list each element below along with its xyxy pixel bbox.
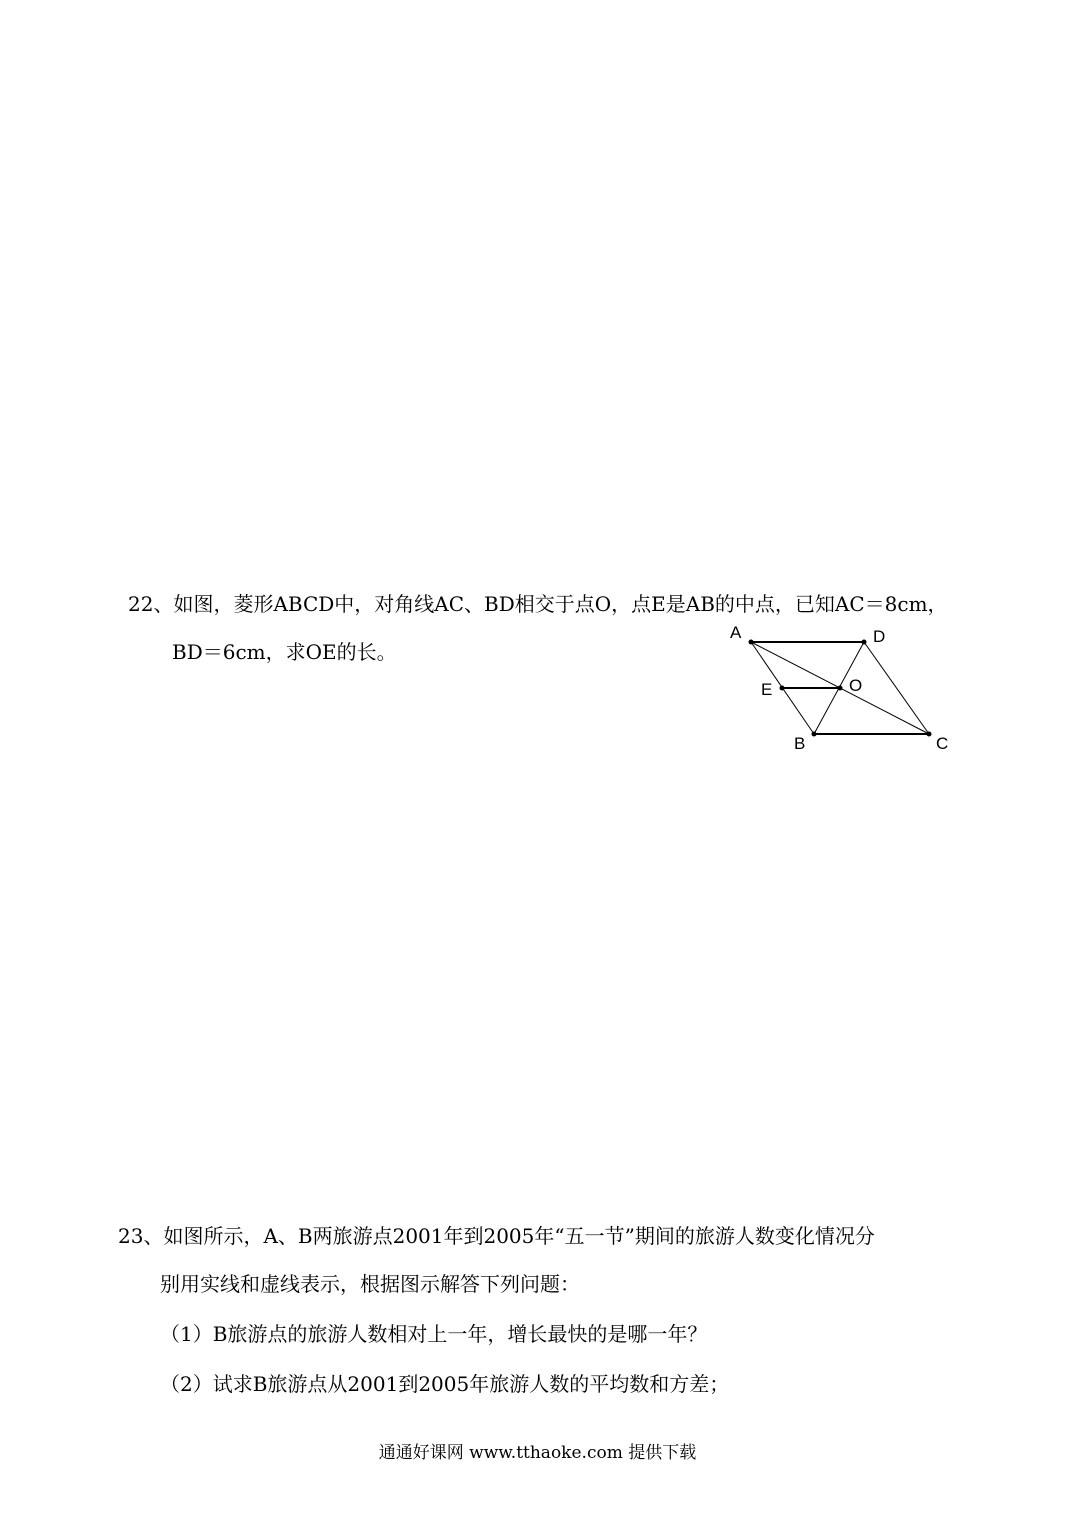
page-footer: 通通好课网 www.tthaoke.com 提供下载 <box>378 1443 697 1463</box>
label-b: B <box>794 734 806 753</box>
label-o: O <box>849 676 863 695</box>
question-23-part-1: （1）B旅游点的旅游人数相对上一年，增长最快的是哪一年？ <box>160 1322 708 1346</box>
point-d <box>862 640 867 645</box>
side-dc <box>864 642 929 734</box>
label-e: E <box>761 680 773 699</box>
point-a <box>749 640 754 645</box>
point-o <box>838 686 843 691</box>
question-23-text-line-2: 别用实线和虚线表示，根据图示解答下列问题： <box>160 1272 580 1296</box>
question-23-part-2: （2）试求B旅游点从2001到2005年旅游人数的平均数和方差； <box>160 1372 730 1396</box>
question-23-text-line-1: 23、如图所示，A、B两旅游点2001年到2005年“五一节”期间的旅游人数变化情况分 <box>118 1224 875 1248</box>
point-b <box>812 732 817 737</box>
point-e <box>780 686 785 691</box>
label-c: C <box>936 734 949 753</box>
question-22-text-line-1: 22、如图，菱形ABCD中，对角线AC、BD相交于点O，点E是AB的中点，已知AC＝8cm， <box>128 592 948 616</box>
question-22-text-line-2: BD＝6cm，求OE的长。 <box>172 640 397 664</box>
point-c <box>927 732 932 737</box>
label-d: D <box>873 627 886 646</box>
rhombus-figure <box>720 618 960 758</box>
label-a: A <box>730 623 742 642</box>
